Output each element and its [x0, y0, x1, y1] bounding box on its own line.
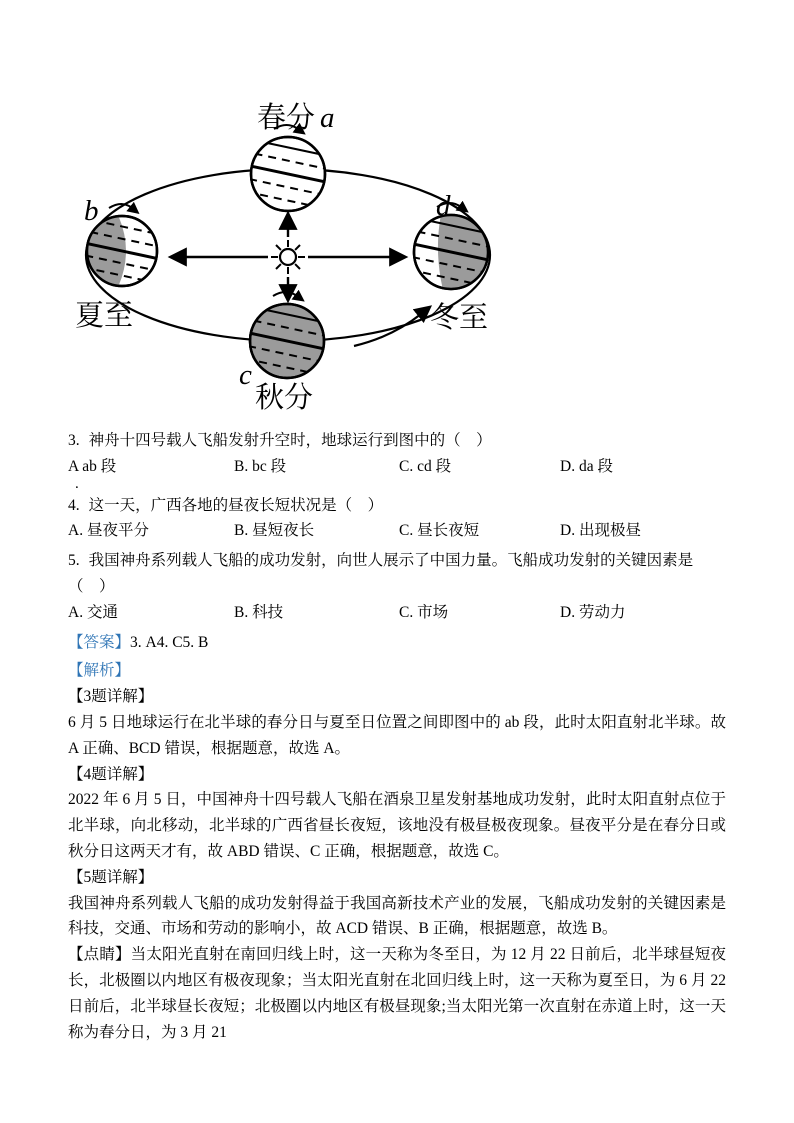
answer-value: 3. A4. C5. B: [130, 633, 209, 651]
options-row: [68, 600, 726, 626]
explanation-4-header: 【4题详解】: [68, 765, 154, 783]
rotation-arrow-icon: [273, 292, 297, 296]
answer-line: [68, 630, 726, 656]
globe-autumn-c: [245, 292, 328, 378]
summer-solstice-label: 夏至: [75, 300, 134, 332]
position-letter-b: b: [84, 195, 99, 227]
globe-winter-d: [409, 203, 492, 290]
question-number: 4.: [68, 496, 80, 514]
option-c: C. 市场: [399, 603, 449, 621]
option-a: A. 交通: [68, 603, 118, 621]
tip-label: 【点睛】: [68, 946, 131, 964]
sun-icon: [183, 226, 393, 288]
analysis-label: 【解析】: [68, 662, 131, 680]
question-stem: [68, 493, 726, 519]
option-b: B. 科技: [234, 603, 284, 621]
option-d: D. da 段: [560, 457, 613, 475]
winter-solstice-label: 冬至: [430, 302, 489, 334]
option-d: D. 出现极昼: [560, 522, 641, 540]
earth-orbit-diagram: [70, 95, 520, 413]
question-5: [68, 548, 726, 625]
option-c: C. 昼长夜短: [399, 522, 480, 540]
option-b: B. bc 段: [234, 457, 287, 475]
option-d: D. 劳动力: [560, 603, 626, 621]
answer-label: 【答案】: [68, 633, 131, 651]
explanation-3-header: 【3题详解】: [68, 688, 154, 706]
tip-body: 当太阳光直射在南回归线上时，这一天称为冬至日，为 12 月 22 日前后，北半球昼短夜长，北极圈以内地区有极夜现象；当太阳光直射在北回归线上时，这一天称为夏至日，为 6 月 22 日前后，北半球昼长夜短；北极圈以内地区有极昼现象;当太阳光第一次直射在赤道上时，这一天称为春分日，为 3 月 21: [68, 946, 726, 1041]
spring-equinox-label: 春分: [257, 102, 316, 134]
autumn-equinox-label: 秋分: [255, 382, 314, 413]
question-text: 我国神舟系列载人飞船的成功发射，向世人展示了中国力量。飞船成功发射的关键因素是（ ）: [68, 552, 694, 595]
question-stem: [68, 548, 726, 600]
exam-content: [68, 428, 726, 1045]
stray-period: .: [75, 475, 79, 492]
question-number: 5.: [68, 552, 80, 570]
question-3: [68, 428, 726, 493]
position-letter-d: d: [436, 190, 451, 222]
question-number: 3.: [68, 432, 80, 449]
explanation-5-body: 我国神舟系列载人飞船的成功发射得益于我国高新技术产业的发展，飞船成功发射的关键因素是科技，交通、市场和劳动的影响小，故 ACD 错误、B 正确，根据题意，故选 B。: [68, 894, 726, 938]
question-stem: [68, 428, 726, 454]
options-row: [68, 518, 726, 544]
question-text: 神舟十四号载人飞船发射升空时，地球运行到图中的（ ）: [88, 432, 492, 449]
tip-paragraph: [68, 942, 726, 1045]
position-letter-a: a: [320, 102, 335, 134]
option-a: A ab 段: [68, 457, 117, 475]
explanation-4-body: 2022 年 6 月 5 日，中国神舟十四号载人飞船在酒泉卫星发射基地成功发射，此时太阳直射点位于北半球，向北移动，北半球的广西省昼长夜短，该地没有极昼极夜现象。昼夜平分是在春分日或秋分日这两天才有，故 ABD 错误、C 正确，根据题意，故选 C。: [68, 791, 726, 860]
position-letter-c: c: [239, 359, 252, 391]
question-4: [68, 493, 726, 545]
options-row: [68, 454, 726, 480]
explanation-5-header: 【5题详解】: [68, 868, 154, 886]
question-text: 这一天，广西各地的昼夜长短状况是（ ）: [88, 496, 384, 514]
globe-spring-a: [246, 125, 329, 211]
option-a: A. 昼夜平分: [68, 522, 149, 540]
option-b: B. 昼短夜长: [234, 522, 315, 540]
option-c: C. cd 段: [399, 457, 452, 475]
explanation-3-body: 6 月 5 日地球运行在北半球的春分日与夏至日位置之间即图中的 ab 段，此时太阳直射北半球。故 A 正确、BCD 错误，根据题意，故选 A。: [68, 713, 726, 757]
